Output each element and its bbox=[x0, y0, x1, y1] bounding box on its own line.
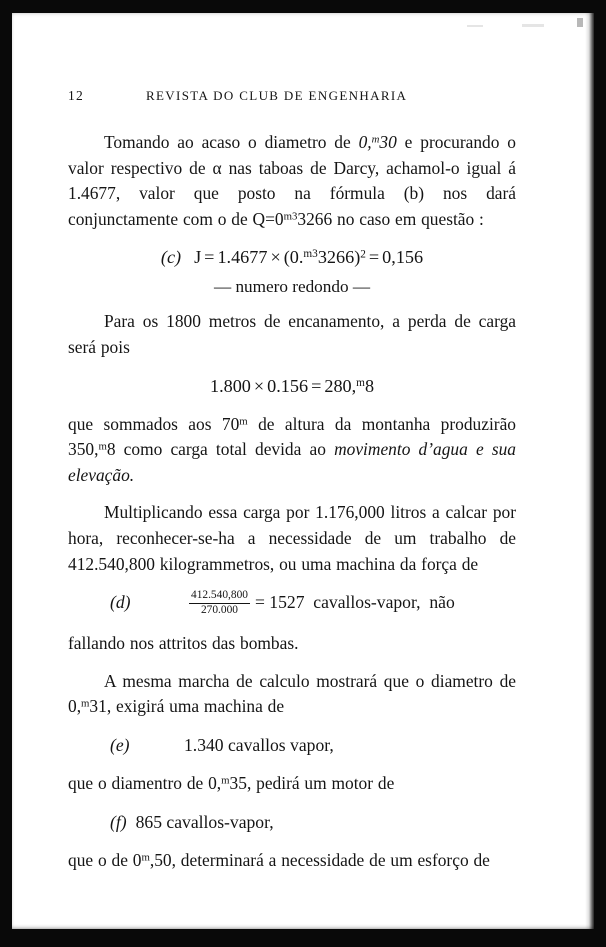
equation-d-result: 1527 bbox=[269, 592, 305, 613]
para-3-segment-a: que sommados aos 70 bbox=[68, 413, 240, 434]
para-1-segment-c: 3266 no caso em questão : bbox=[297, 208, 484, 229]
paragraph-3 bbox=[68, 412, 516, 489]
equation-e-value: 1.340 bbox=[184, 734, 224, 755]
equation-e bbox=[68, 733, 516, 758]
fraction-numerator: 412.540,800 bbox=[191, 589, 248, 602]
para-6-segment-b: 31, exigirá uma machina de bbox=[89, 696, 285, 717]
para-1-segment-a: Tomando ao acaso o diametro de bbox=[104, 132, 359, 152]
paragraph-8 bbox=[68, 848, 516, 874]
para-1-segment-b: e procurando o valor respectivo de α nas taboas de Darcy, achamol-o igual á 1.4677, valor que posto na fórmula (b) nos dará conjunctamente com o de Q=0 bbox=[68, 132, 516, 229]
para-3-segment-c: 8 como carga total devida ao bbox=[106, 439, 335, 460]
paragraph-5: fallando nos attritos das bombas. bbox=[68, 633, 299, 654]
equation-f-value: 865 bbox=[135, 811, 162, 832]
equation-c-paren-value: 3266) bbox=[317, 247, 361, 268]
metric-unit-superscript: m bbox=[98, 440, 107, 453]
metric-unit-superscript: m bbox=[141, 850, 150, 863]
metric-unit-superscript: m3 bbox=[283, 210, 298, 223]
equation-f-tag: (f) bbox=[110, 811, 127, 832]
exponent-superscript: 2 bbox=[360, 248, 366, 261]
para-3-segment-b: de altura da montanha produzirão 350, bbox=[68, 413, 517, 460]
multiplication-sign: × bbox=[270, 247, 281, 268]
metric-unit-superscript: m bbox=[371, 133, 380, 146]
scan-gutter-shadow bbox=[585, 13, 594, 929]
scan-artifact-speck bbox=[522, 24, 544, 27]
equation-d-trailing-word: não bbox=[429, 592, 455, 613]
page-text-block bbox=[68, 88, 516, 873]
equation-c-tag: (c) bbox=[160, 247, 182, 268]
multiplication-sign: × bbox=[253, 375, 265, 396]
equals-sign: = bbox=[311, 375, 322, 396]
emphasised-phrase: movimento d’agua e sua elevação. bbox=[68, 439, 516, 485]
running-head-title: REVISTA DO CLUB DE ENGENHARIA bbox=[146, 88, 408, 103]
para-7-segment-a: que o diamentro de 0, bbox=[68, 772, 222, 793]
head-loss-result-tail: 8 bbox=[364, 375, 375, 396]
diameter-value-030: 0,$^m$30 bbox=[358, 132, 397, 152]
metric-unit-superscript: m bbox=[356, 376, 365, 389]
para-7-segment-b: 35, pedirá um motor de bbox=[229, 772, 395, 793]
head-loss-mid: 0.156 bbox=[267, 375, 309, 396]
metric-unit-superscript: m bbox=[81, 697, 90, 710]
equation-c-result: 0,156 bbox=[382, 247, 424, 268]
paragraph-4: Multiplicando essa carga por 1.176,000 litros a calcar por hora, reconhecer-se-ha a necessidade de um trabalho de 412.540,800 kilogrammetros, ou uma machina da força de bbox=[68, 502, 516, 574]
paragraph-2: Para os 1800 metros de encanamento, a perda de carga será pois bbox=[68, 311, 516, 357]
equation-c-coefficient: 1.4677 bbox=[217, 247, 268, 268]
para-6-segment-a: A mesma marcha de calculo mostrará que o diametro de 0, bbox=[68, 670, 516, 717]
folio-number: 12 bbox=[68, 88, 84, 103]
equation-d-unit: cavallos-vapor, bbox=[313, 592, 421, 613]
equals-sign: = bbox=[368, 247, 380, 268]
equation-d-tag: (d) bbox=[110, 592, 131, 613]
metric-unit-superscript: m3 bbox=[303, 248, 318, 261]
equation-c-note: — numero redondo — bbox=[213, 277, 371, 297]
scan-artifact-speck bbox=[577, 18, 583, 27]
equation-c bbox=[68, 245, 516, 270]
paragraph-1 bbox=[68, 130, 516, 232]
equals-sign: = bbox=[204, 247, 215, 268]
equation-c-paren-open: (0. bbox=[283, 247, 304, 268]
scan-artifact-speck bbox=[467, 25, 483, 27]
paragraph-6 bbox=[68, 669, 516, 720]
head-loss-left: 1.800 bbox=[209, 375, 251, 396]
fraction-denominator: 270.000 bbox=[189, 603, 250, 618]
para-8-segment-b: ,50, determinará a necessidade de um esforço de bbox=[149, 849, 490, 870]
equation-f bbox=[68, 810, 516, 835]
equation-head-loss bbox=[68, 374, 516, 399]
equation-e-tag: (e) bbox=[110, 734, 130, 755]
metric-unit-superscript: m bbox=[239, 414, 248, 427]
running-head bbox=[68, 88, 516, 104]
paragraph-7 bbox=[68, 771, 516, 797]
metric-unit-superscript: m bbox=[221, 774, 230, 787]
head-loss-result: 280, bbox=[324, 375, 357, 396]
equation-d bbox=[68, 590, 516, 618]
power-fraction bbox=[189, 589, 250, 617]
para-8-segment-a: que o de 0 bbox=[68, 849, 142, 870]
equation-f-unit: cavallos-vapor, bbox=[166, 811, 274, 832]
equation-e-unit: cavallos vapor, bbox=[228, 734, 334, 755]
equation-c-lhs: J bbox=[194, 247, 202, 268]
equals-sign: = bbox=[254, 592, 265, 613]
